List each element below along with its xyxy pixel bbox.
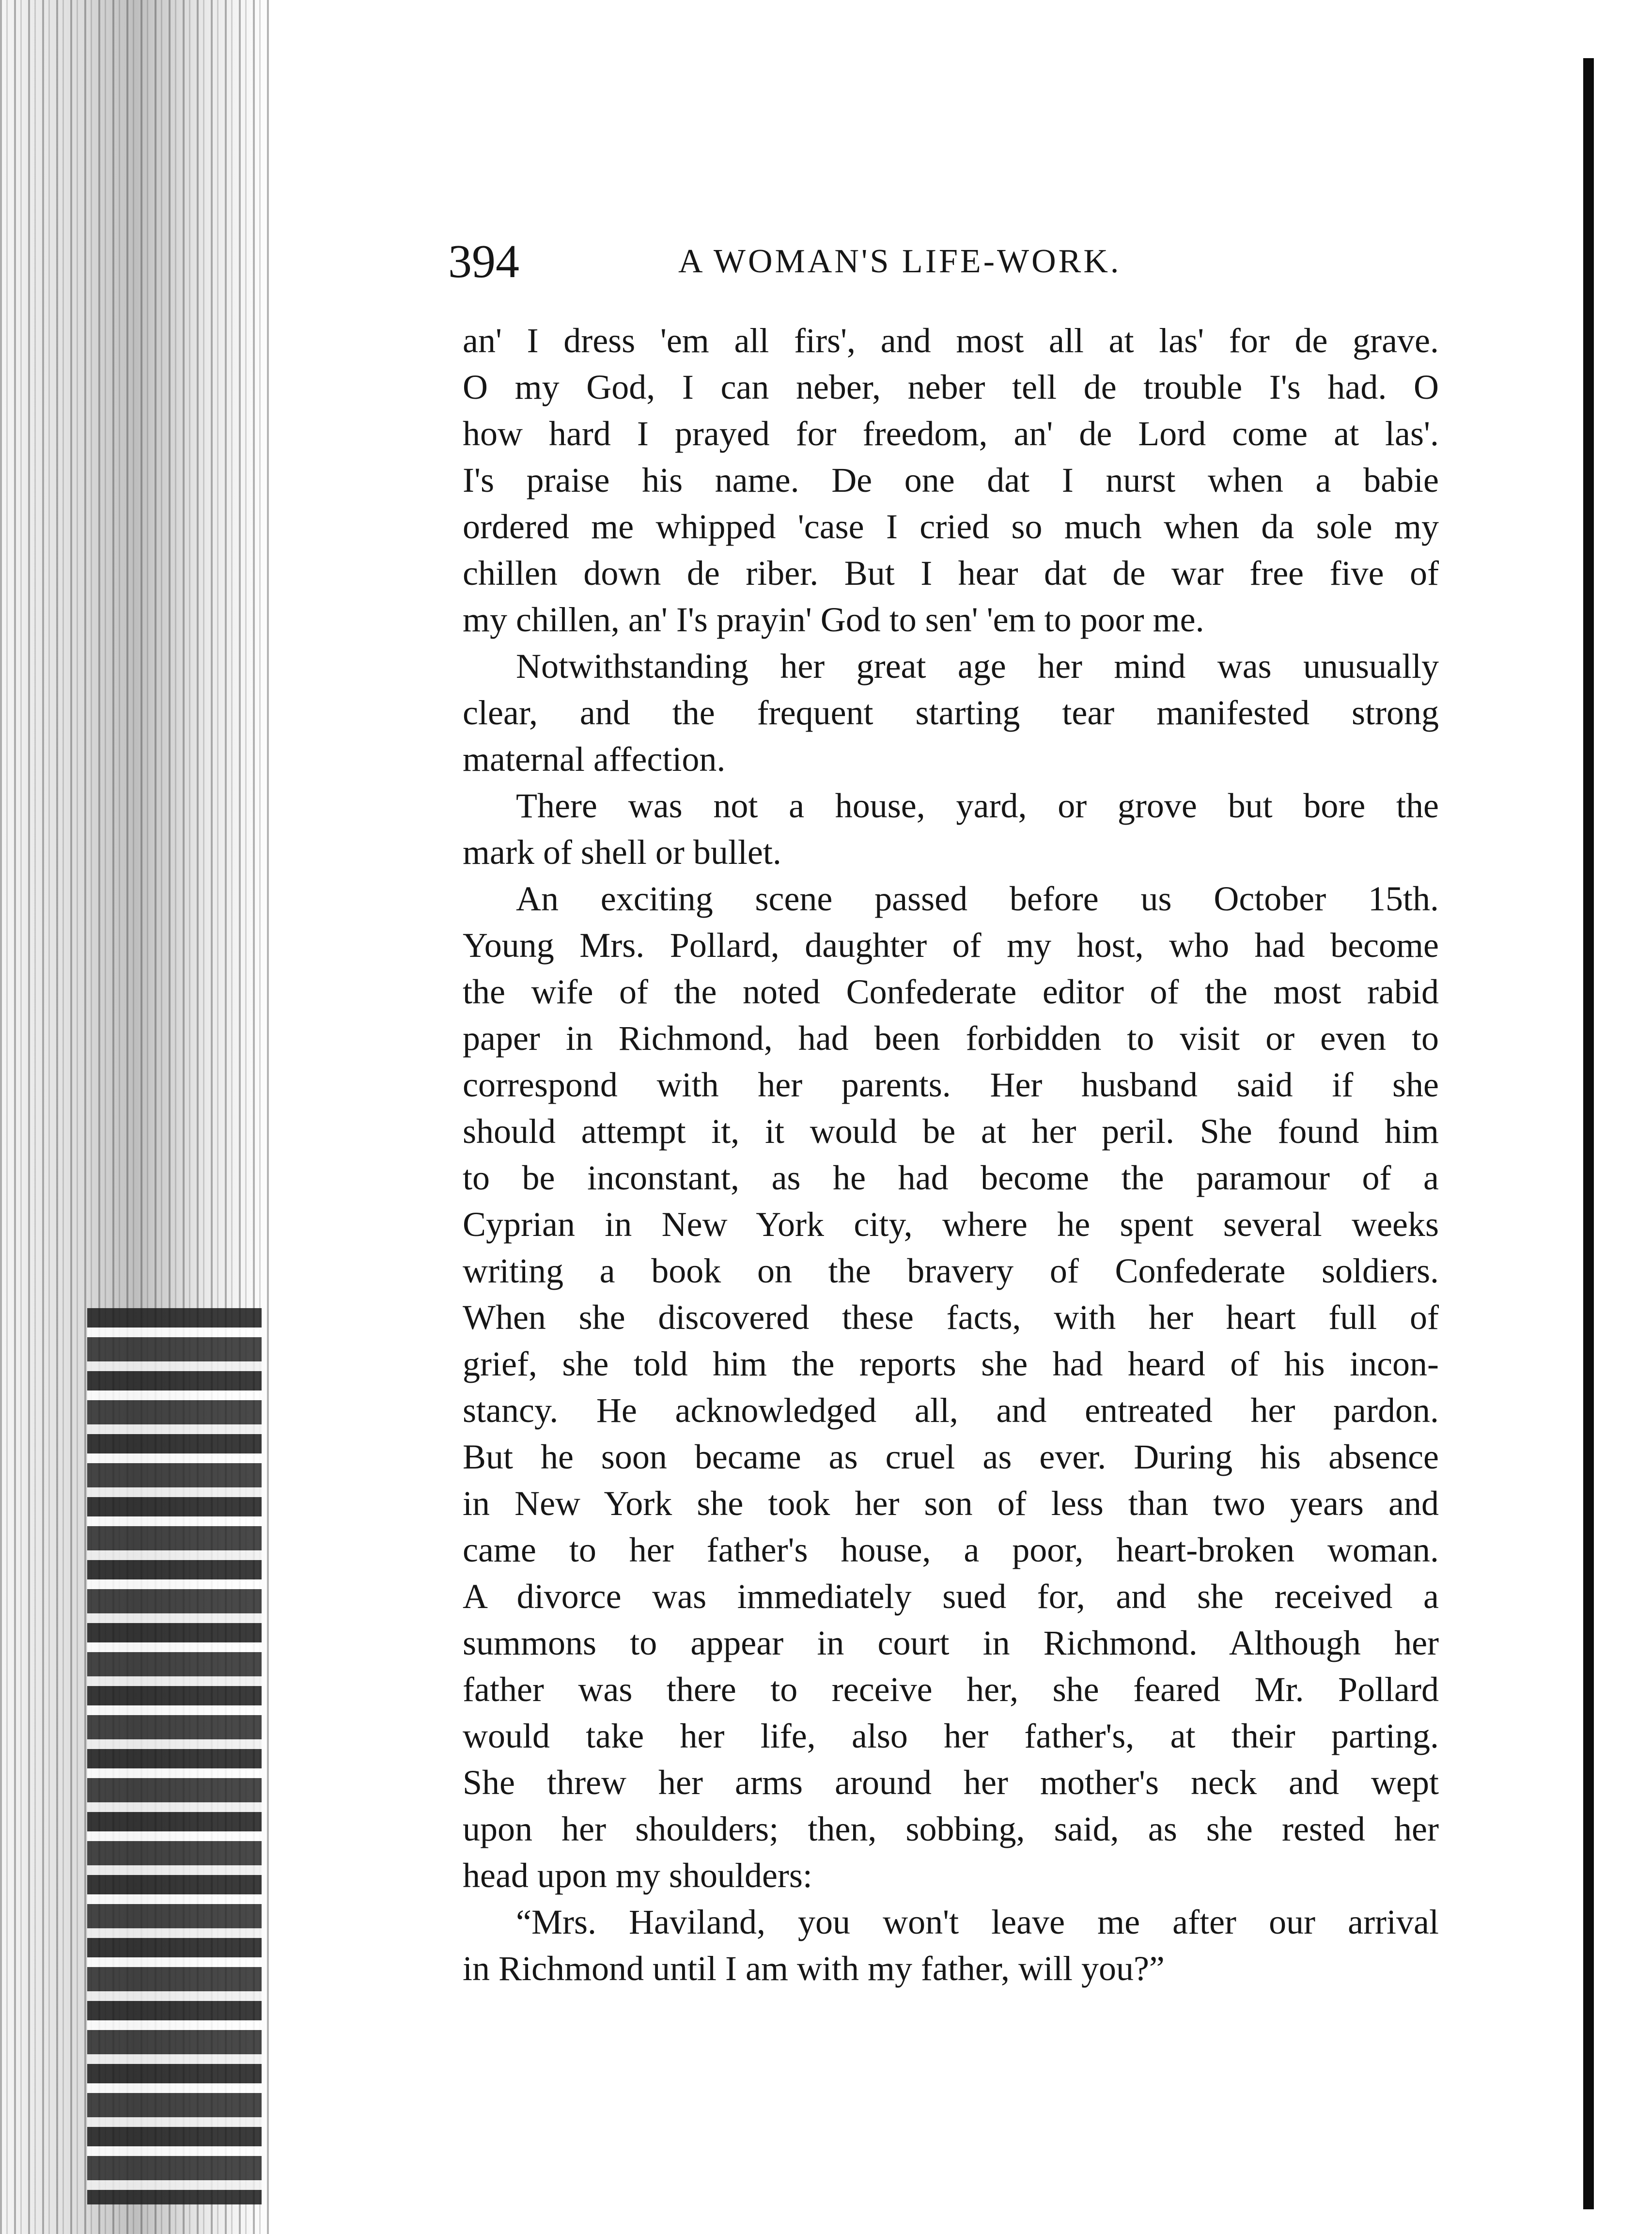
text-line: in Richmond until I am with my father, will you?”: [463, 1949, 1165, 1988]
text-line: But he soon became as cruel as ever. During his absence: [463, 1437, 1439, 1476]
text-line: O my God, I can neber, neber tell de trouble I's had. O: [463, 368, 1439, 406]
paragraph-first-line: There was not a house, yard, or grove but bore the: [516, 786, 1439, 825]
text-line: chillen down de riber. But I hear dat de war free five of: [463, 554, 1439, 593]
paragraph-first-line: Notwithstanding her great age her mind was unusually: [516, 647, 1439, 686]
text-line: clear, and the frequent starting tear manifested strong: [463, 693, 1439, 732]
text-line: paper in Richmond, had been forbidden to visit or even to: [463, 1019, 1439, 1058]
body-text: [463, 317, 1439, 1992]
page-right-edge-shadow: [1583, 58, 1594, 2209]
text-line: how hard I prayed for freedom, an' de Lord come at las'.: [463, 414, 1439, 453]
page-header: [448, 228, 1446, 296]
running-head: A WOMAN'S LIFE-WORK.: [678, 243, 1122, 280]
paragraph-first-line: An exciting scene passed before us October 15th.: [516, 879, 1439, 918]
text-line: to be inconstant, as he had become the paramour of a: [463, 1158, 1439, 1197]
text-line: mark of shell or bullet.: [463, 833, 781, 872]
page-number: 394: [448, 235, 519, 288]
text-line: would take her life, also her father's, at their parting.: [463, 1717, 1439, 1755]
paragraph-first-line: “Mrs. Haviland, you won't leave me after our arrival: [516, 1903, 1439, 1941]
text-line: Cyprian in New York city, where he spent several weeks: [463, 1205, 1439, 1244]
text-line: ordered me whipped 'case I cried so much when da sole my: [463, 507, 1439, 546]
text-line: writing a book on the bravery of Confederate soldiers.: [463, 1251, 1439, 1290]
text-line: A divorce was immediately sued for, and she received a: [463, 1577, 1439, 1616]
text-line: maternal affection.: [463, 740, 726, 779]
text-line: When she discovered these facts, with her heart full of: [463, 1298, 1439, 1337]
text-line: head upon my shoulders:: [463, 1856, 812, 1895]
text-line: my chillen, an' I's prayin' God to sen' 'em to poor me.: [463, 600, 1204, 639]
text-line: should attempt it, it would be at her peril. She found him: [463, 1112, 1439, 1151]
binding-dark-marks: [87, 1308, 262, 2204]
text-line: came to her father's house, a poor, heart-broken woman.: [463, 1531, 1439, 1569]
text-line: correspond with her parents. Her husband said if she: [463, 1065, 1439, 1104]
text-line: an' I dress 'em all firs', and most all at las' for de grave.: [463, 321, 1439, 360]
text-line: I's praise his name. De one dat I nurst when a babie: [463, 461, 1439, 500]
text-line: stancy. He acknowledged all, and entreated her pardon.: [463, 1391, 1439, 1430]
text-line: She threw her arms around her mother's neck and wept: [463, 1763, 1439, 1802]
text-line: summons to appear in court in Richmond. Although her: [463, 1624, 1439, 1662]
text-line: upon her shoulders; then, sobbing, said, as she rested her: [463, 1810, 1439, 1848]
text-line: grief, she told him the reports she had heard of his incon-: [463, 1344, 1439, 1383]
text-line: in New York she took her son of less than two years and: [463, 1484, 1439, 1523]
text-line: father was there to receive her, she feared Mr. Pollard: [463, 1670, 1439, 1709]
text-line: the wife of the noted Confederate editor of the most rabid: [463, 972, 1439, 1011]
text-line: Young Mrs. Pollard, daughter of my host, who had become: [463, 926, 1439, 965]
